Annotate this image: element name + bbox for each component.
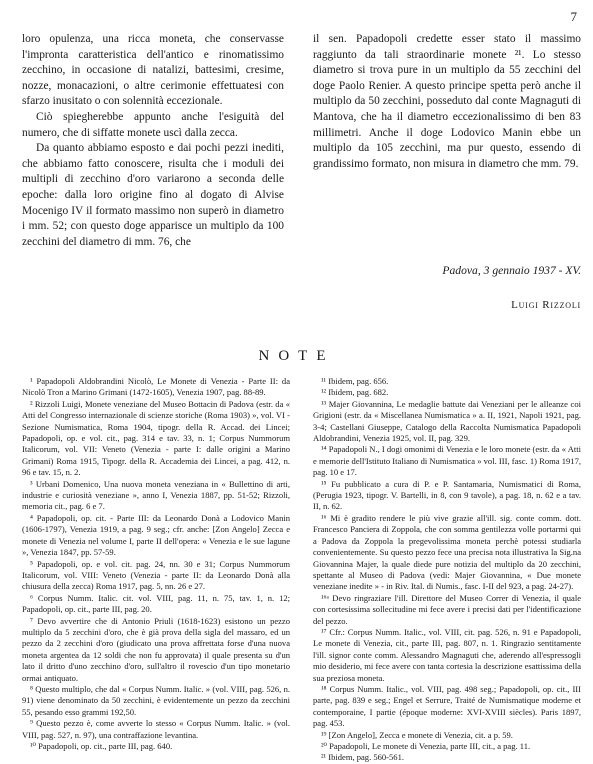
page-number: 7 xyxy=(570,9,577,24)
body-paragraph: Ciò spiegherebbe appunto anche l'esiguità del numero, che di siffatte monete uscì dalla zecca. xyxy=(22,110,284,139)
body-column-left xyxy=(22,32,284,250)
dateline: Padova, 3 gennaio 1937 - XV. xyxy=(442,264,581,277)
author-signature: Luigi Rizzoli xyxy=(511,299,581,311)
notes-heading: NOTE xyxy=(258,348,335,364)
notes-column-right xyxy=(313,376,581,764)
footnote: ⁸ Questo multiplo, che dal « Corpus Numm. Italic. » (vol. VIII, pag. 526, n. 91) viene denominato da 50 zecchini, è evidentemente un pezzo da zecchini 55, pesando esso grammi 192,50. xyxy=(22,683,290,717)
body-paragraph: Da quanto abbiamo esposto e dai pochi pezzi inediti, che abbiamo fatto conoscere, risulta che i moduli dei multipli di zecchino d'oro variarono a seconda delle epoche: dalla loro origine fino al dogato di Alvise Mocenigo IV il formato massimo non superò in diametro i mm. 52; con questo doge apparisce un multiplo da 100 zecchini del diametro di mm. 76, che xyxy=(22,142,284,248)
footnote: ⁷ Devo avvertire che di Antonio Priuli (1618-1623) esistono un pezzo multiplo da 5 zecchini d'oro, che è già prova della sigla del massaro, ed un pezzo da 2 zecchini d'oro (giudicato una prova affrettata forse d'una nuova moneta argentea da 12 soldi che non fu approvata) il quale presenta su d'un lato il dritto d'uno zecchino d'oro, sull'altro il rovescio d'un tipo monetario ormai antiquato. xyxy=(22,615,290,683)
footnote: ² Rizzoli Luigi, Monete veneziane del Museo Bottacin di Padova (estr. da « Atti del Congresso internazionale di scienze storiche (Roma 1903) », vol. VI - Sezione Numismatica, Roma 1904, tipogr. della R. Accad. dei Lincei; Papadopoli, op. e vol. cit., pag. 314 e tav. 33, n. 1; Corpus Nummorum Italicorum, vol. VII: Veneto (Venezia - parte I: dalle origini a Marino Grimani) Roma 1915, Tipogr. della R. Accademia dei Lincei, a pag. 412, n. 96 e tav. 15, n. 2. xyxy=(22,398,290,478)
footnote: ¹⁴ Papadopoli N., I dogi omonimi di Venezia e le loro monete (estr. da « Atti e memorie dell'Istituto Italiano di Numismatica » vol. III, fasc. 1) Roma 1917, pag. 10 e 17. xyxy=(313,444,581,478)
footnote: ¹⁹ [Zon Angelo], Zecca e monete di Venezia, cit. a p. 59. xyxy=(321,729,513,740)
footnote: ⁶ Corpus Numm. Italic. cit. vol. VIII, pag. 11, n. 75, tav. 1, n. 12; Papadopoli, op. cit., parte III, pag. 20. xyxy=(22,592,290,615)
body-paragraph: il sen. Papadopoli credette esser stato il massimo raggiunto da tali straordinarie monete ²¹. Lo stesso diametro si trova pure in un multiplo da 55 zecchini del doge Paolo Renier. A questo principe spetta però anche il multiplo da 50 zecchini, posseduto dal conte Magnaguti di Mantova, che ha il diametro eccezionalissimo di ben 83 millimetri. Anche il doge Lodovico Manin ebbe un multiplo da 105 zecchini, ma pur questo, essendo di grandissimo formato, non misura in diametro che mm. 79. xyxy=(313,33,581,170)
footnote: ¹⁸ Corpus Numm. Italic., vol. VIII, pag. 498 seg.; Papadopoli, op. cit., III parte, pag. 839 e seg.; Engel et Serrure, Traité de Numismatique moderne et contemporaine, I partie (époque moderne: XVI-XVIII siècles). Paris 1897, pag. 453. xyxy=(313,683,581,729)
footnote: ²¹ Ibidem, pag. 560-561. xyxy=(321,752,404,763)
footnote: ¹⁶ Mi è gradito rendere le più vive grazie all'ill. sig. conte comm. dott. Francesco Panciera di Zoppola, che con somma gentilezza volle portarmi qui a Padova da Zoppola la pregevolissima moneta perchè potessi studiarla convenientemente. Su questo pezzo fece una precisa nota illustrativa la Sig.na Giovannina Majer, la quale diede pure notizia del multiplo da 20 zecchini, spettante al Museo di Padova (vedi: Majer Giovannina, « Due monete veneziane inedite » - in Riv. Ital. di Numis., fasc. I-II del 923, a pag. 24-27). xyxy=(313,512,581,592)
footnote: ⁹ Questo pezzo è, come avverte lo stesso « Corpus Numm. Italic. » (vol. VIII, pag. 527, n. 97), una contraffazione levantina. xyxy=(22,718,290,740)
footnote: ³ Urbani Domenico, Una nuova moneta veneziana in « Bullettino di arti, industrie e curiosità veneziane », anno I, Venezia 1887, pp. 51-52; Rizzoli, memoria cit., pag. 6 e 7. xyxy=(22,478,290,512)
footnote: ¹ Papadopoli Aldobrandini Nicolò, Le Monete di Venezia - Parte II: da Nicolò Tron a Marino Grimani (1472-1605), Venezia 1907, pag. 88-89. xyxy=(22,376,290,398)
body-paragraph: loro opulenza, una ricca moneta, che conservasse l'impronta caratteristica dell'antico e rinomatissimo zecchino, in occasione di natalizi, battesimi, cresime, nozze, monacazioni, o altre cerimonie effettuatesi con sfarzo inusitato o con solennità eccezionale. xyxy=(22,33,284,108)
footnote: ⁴ Papadopoli, op. cit. - Parte III: da Leonardo Donà a Lodovico Manin (1606-1797), Venezia 1919, a pag. 9 seg.; cfr. anche: [Zon Angelo] Zecca e monete di Venezia nel volume I, parte II dell'opera: « Venezia e le sue lagune », Venezia 1847, pp. 57-59. xyxy=(22,512,290,558)
footnote: ⁵ Papadopoli, op. e vol. cit. pag. 24, nn. 30 e 31; Corpus Nummorum Italicorum, vol. VIII: Veneto (Venezia - parte II: da Leonardo Donà alla chiusura della zecca) Roma 1917, pag. 5, nn. 26 e 27. xyxy=(22,558,290,592)
footnote: ¹⁶ᵃ Devo ringraziare l'ill. Direttore del Museo Correr di Venezia, il quale con cortesissima sollecitudine mi fece avere i precisi dati per l'identificazione del pezzo. xyxy=(313,592,581,626)
footnote: ¹⁵ Fu pubblicato a cura di P. e P. Santamaria, Numismatici di Roma, (Perugia 1923, tipogr. V. Bartelli, in 8, con 9 tavole), a pag. 18, n. 62 e a tav. II, n. 62. xyxy=(313,478,581,512)
footnote: ¹³ Majer Giovannina, Le medaglie battute dai Veneziani per le alleanze coi Grigioni (estr. da « Miscellanea Numismatica » a. II, 1921, Napoli 1921, pag. 3-4; Castellani Giuseppe, Catalogo della Raccolta Numismatica Papadopoli Aldobrandini, Venezia 1925, vol. II, pag. 329. xyxy=(313,398,581,444)
footnote: ¹¹ Ibidem, pag. 656. xyxy=(321,376,389,386)
footnote: ¹² Ibidem, pag. 682. xyxy=(321,387,389,398)
body-column-right xyxy=(313,32,581,172)
footnote: ²⁰ Papadopoli, Le monete di Venezia, parte III, cit., a pag. 11. xyxy=(321,741,531,751)
footnote: ¹⁷ Cfr.: Corpus Numm. Italic., vol. VIII, cit. pag. 526, n. 91 e Papadopoli, Le monete di Venezia, cit., parte III, pag. 807, n. 1. Ringrazio sentitamente l'ill. signor conte comm. Alessandro Magnaguti che, aderendo all'espressogli mio desiderio, mi fece avere con tanta cortesia la descrizione esattissima della sua preziosa moneta. xyxy=(313,626,581,683)
notes-column-left xyxy=(22,376,290,752)
footnote: ¹⁰ Papadopoli, op. cit., parte III, pag. 640. xyxy=(30,741,173,751)
